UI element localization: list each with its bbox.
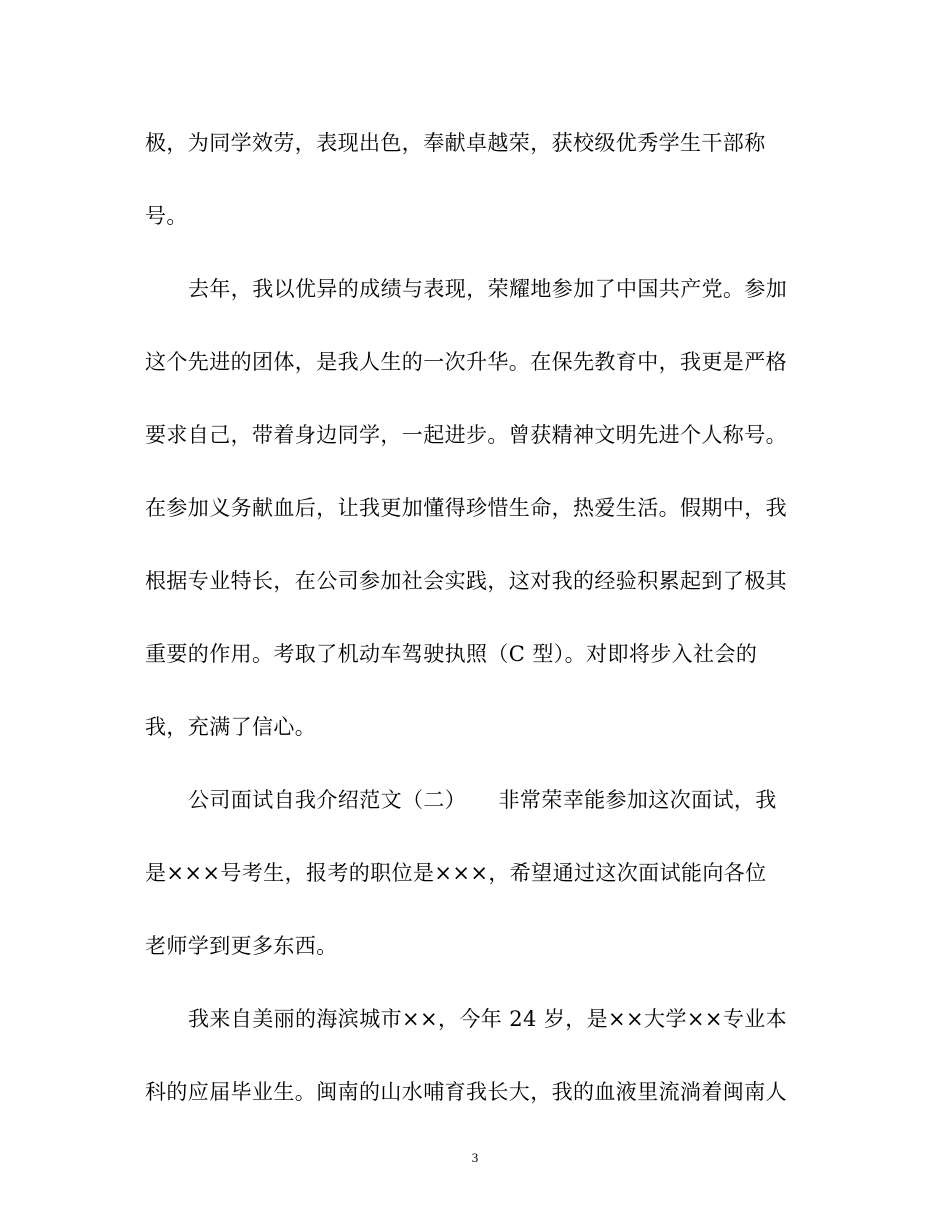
text-line: 在参加义务献血后，让我更加懂得珍惜生命，热爱生活。假期中，我 bbox=[145, 496, 787, 520]
text-line: 这个先进的团体，是我人生的一次升华。在保先教育中，我更是严格 bbox=[145, 350, 787, 374]
paragraph-first-line: 去年，我以优异的成绩与表现，荣耀地参加了中国共产党。参加 bbox=[188, 277, 788, 301]
paragraph-first-line: 我来自美丽的海滨城市××，今年 24 岁，是××大学××专业本 bbox=[188, 1007, 788, 1031]
page-number: 3 bbox=[471, 1150, 479, 1165]
text-line: 我，充满了信心。 bbox=[145, 715, 317, 739]
text-line: 科的应届毕业生。闽南的山水哺育我长大，我的血液里流淌着闽南人 bbox=[145, 1080, 787, 1104]
text-line: 根据专业特长，在公司参加社会实践，这对我的经验积累起到了极其 bbox=[145, 569, 787, 593]
text-line: 是×××号考生，报考的职位是×××，希望通过这次面试能向各位 bbox=[145, 861, 767, 885]
text-line: 重要的作用。考取了机动车驾驶执照（C 型）。对即将步入社会的 bbox=[145, 642, 758, 666]
paragraph-first-line: 公司面试自我介绍范文（二） 非常荣幸能参加这次面试，我 bbox=[188, 788, 777, 812]
text-line: 老师学到更多东西。 bbox=[145, 934, 338, 958]
text-line: 号。 bbox=[145, 204, 188, 228]
text-line: 要求自己，带着身边同学，一起进步。曾获精神文明先进个人称号。 bbox=[145, 423, 787, 447]
text-line: 极，为同学效劳，表现出色，奉献卓越荣，获校级优秀学生干部称 bbox=[145, 131, 766, 155]
